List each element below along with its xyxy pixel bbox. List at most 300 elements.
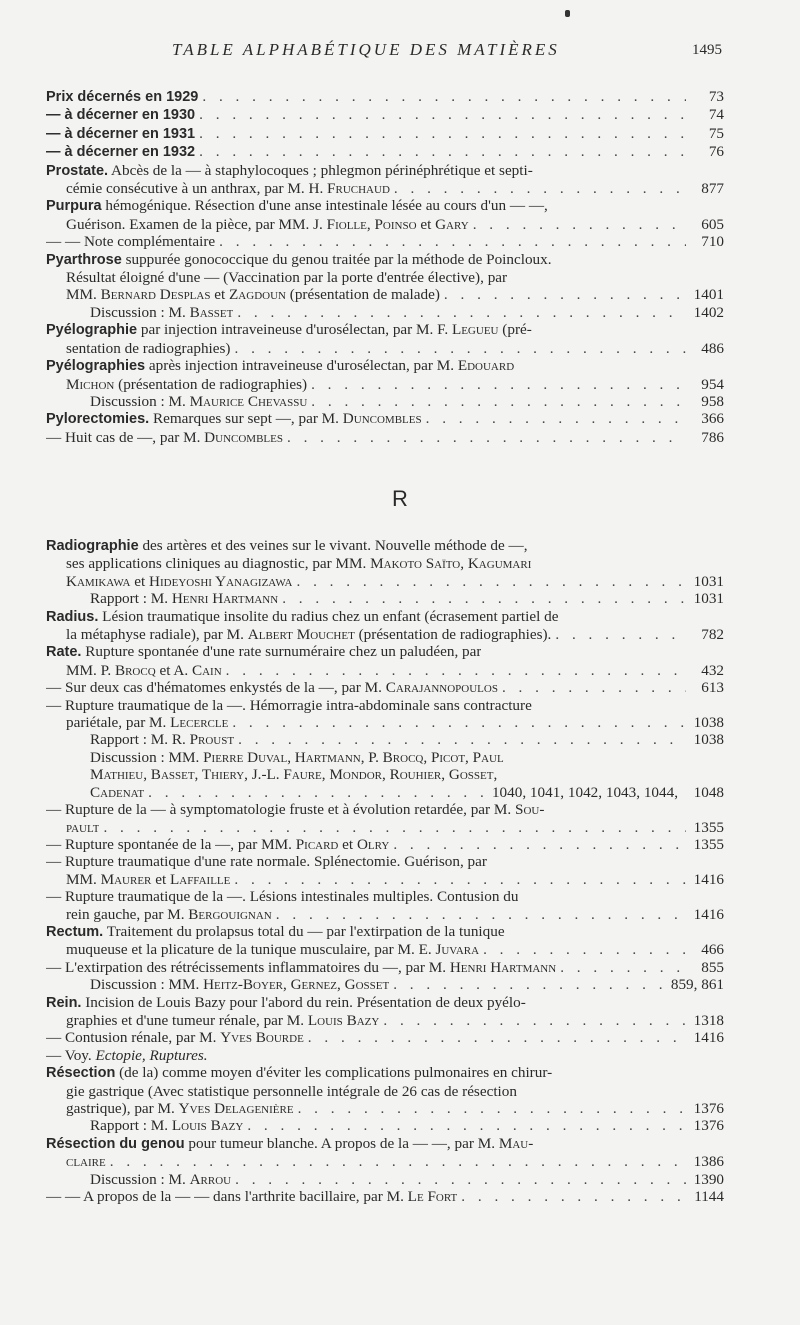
page-reference: 486 <box>701 339 724 357</box>
index-line-text <box>66 216 469 233</box>
page-number: 1495 <box>692 42 722 58</box>
index-headword: Résection du genou <box>46 1135 185 1152</box>
index-line-text <box>90 731 234 748</box>
index-line-text <box>90 976 389 993</box>
index-text: Makoto Saïto <box>370 555 461 573</box>
index-line <box>46 784 724 801</box>
index-line-text <box>46 429 283 446</box>
index-text: (pré- <box>498 321 532 339</box>
index-line <box>46 888 724 905</box>
index-line <box>46 731 724 748</box>
index-text: Remarques sur sept —, par M. <box>149 410 343 428</box>
page-reference: 1355 <box>693 818 724 836</box>
index-line-text <box>46 853 487 870</box>
index-line-text <box>46 994 526 1012</box>
index-text: Henri Hartmann <box>171 590 279 608</box>
index-text: — Voy. <box>46 1046 96 1064</box>
index-line <box>46 626 724 643</box>
index-line <box>46 766 724 783</box>
page-reference: 1376 <box>693 1100 724 1117</box>
page-reference: 73 <box>708 88 724 105</box>
index-line-text <box>90 590 278 607</box>
index-line <box>46 393 724 410</box>
index-text: et <box>130 572 150 590</box>
page-reference: 1416 <box>693 905 724 923</box>
index-line <box>46 180 724 197</box>
index-line <box>46 1188 724 1205</box>
index-line-text <box>46 197 548 215</box>
index-line <box>46 269 724 286</box>
index-line <box>46 1029 724 1046</box>
index-line <box>46 749 724 766</box>
index-line-text <box>90 1117 243 1134</box>
index-text: après injection intraveineuse d'urosélectan, par M. <box>145 357 458 375</box>
index-line <box>46 143 724 161</box>
index-line <box>46 573 724 590</box>
index-line <box>46 1135 724 1153</box>
index-text: Pierre Duval, Hartmann, P. Brocq, Picot, Paul <box>203 748 504 766</box>
index-line-text <box>66 906 272 923</box>
index-line-text <box>90 1171 231 1188</box>
index-headword: Pylorectomies. <box>46 411 150 428</box>
index-text: Yves Bourde <box>220 1029 304 1047</box>
page-reference: 954 <box>701 375 724 393</box>
index-text: — — Note complémentaire <box>46 233 216 251</box>
index-text: Cadenat <box>90 783 145 801</box>
index-text: Discussion : M. <box>90 303 190 321</box>
index-text: muqueuse et la plicature de la tunique musculaire, par M. E. <box>66 941 436 959</box>
leader-dots <box>103 819 686 836</box>
index-line <box>46 251 724 269</box>
index-text: Zagdoun <box>229 286 286 304</box>
index-line-text <box>46 251 552 269</box>
index-text: Olry <box>356 835 390 853</box>
index-line-text <box>66 819 99 836</box>
page-reference: 1038 <box>693 731 724 749</box>
section-letter: R <box>392 486 408 511</box>
index-line <box>46 976 724 993</box>
index-text: Mathieu, Basset, Thiery, J.-L. Faure, Mondor, Rouhier, Gosset, <box>90 766 498 784</box>
index-line-text <box>46 143 195 161</box>
leader-dots <box>502 679 686 696</box>
index-line-text <box>46 321 532 339</box>
index-line <box>46 1083 724 1100</box>
leader-dots <box>234 871 686 888</box>
index-text: Kagumari <box>467 555 532 573</box>
index-text: Résultat éloigné d'une — (Vaccination par la porte d'entrée élective), par <box>66 269 508 287</box>
index-line-text <box>46 1135 533 1153</box>
index-text: Discussion : M. <box>90 392 190 410</box>
leader-dots <box>199 125 686 142</box>
index-text: hémogénique. Résection d'une anse intestinale lésée au cours d'un — —, <box>101 197 548 215</box>
index-text: — Rupture de la — à symptomatologie fruste et à évolution retardée, par M. <box>46 801 515 819</box>
index-text: MM. <box>66 870 101 888</box>
index-line <box>46 819 724 836</box>
leader-dots <box>393 976 667 993</box>
index-line <box>46 233 724 250</box>
page-reference: 859, 861 <box>670 976 724 994</box>
index-line-text <box>66 286 440 303</box>
index-line <box>46 216 724 233</box>
index-line-text <box>46 923 505 941</box>
index-text: Rapport : M. R. <box>90 731 190 749</box>
leader-dots <box>287 429 686 446</box>
index-text: la métaphyse radiale), par M. <box>66 626 248 644</box>
index-line-text <box>46 357 514 375</box>
page-reference: 605 <box>701 215 724 233</box>
index-line <box>46 643 724 661</box>
index-text: Kamikawa <box>66 572 131 590</box>
page-reference: 466 <box>701 941 724 959</box>
index-line <box>46 429 724 446</box>
page-reference: 1416 <box>693 1029 724 1047</box>
page-reference: 1376 <box>693 1117 724 1135</box>
index-line <box>46 376 724 393</box>
index-line-text <box>66 714 228 731</box>
index-line-text <box>46 1188 457 1205</box>
index-headword: Prostate. <box>46 162 109 179</box>
index-text: Edouard <box>457 357 515 375</box>
leader-dots <box>247 1117 686 1134</box>
index-text: par injection intraveineuse d'urosélectan, par M. F. <box>137 321 452 339</box>
index-headword: Rate. <box>46 644 82 661</box>
leader-dots <box>461 1188 686 1205</box>
index-line <box>46 923 724 941</box>
index-line-text <box>46 233 215 250</box>
index-text: Lésion traumatique insolite du radius chez un enfant (écrasement partiel de <box>98 607 559 625</box>
leader-dots <box>199 106 686 123</box>
page-reference: 1401 <box>693 286 724 304</box>
index-line <box>46 88 724 106</box>
leader-dots <box>226 662 686 679</box>
index-text: rein gauche, par M. <box>66 905 189 923</box>
index-text: Lecercle <box>170 714 229 732</box>
index-line <box>46 555 724 572</box>
index-line <box>46 959 724 976</box>
index-text: Louis Bazy <box>307 1011 380 1029</box>
index-line <box>46 697 724 714</box>
index-text: Maurer <box>100 870 152 888</box>
index-line <box>46 871 724 888</box>
index-headword: Rectum. <box>46 923 104 940</box>
leader-dots <box>232 714 686 731</box>
index-line <box>46 1100 724 1117</box>
index-text: cémie consécutive à un anthrax, par M. H. <box>66 180 328 198</box>
index-headword: Pyarthrose <box>46 251 122 268</box>
index-text: sentation de radiographies) <box>66 339 231 357</box>
index-text: Gosset <box>344 976 390 994</box>
page-reference: 1390 <box>693 1170 724 1188</box>
page-reference: 958 <box>701 392 724 410</box>
index-line-text <box>46 643 481 661</box>
index-line-text <box>46 697 532 714</box>
leader-dots <box>296 573 686 590</box>
page-reference: 1144 <box>694 1188 724 1206</box>
index-headword: Radius. <box>46 608 99 625</box>
index-line-text <box>66 662 222 679</box>
index-line <box>46 853 724 870</box>
index-text: Discussion : MM. <box>90 748 204 766</box>
leader-dots <box>444 286 686 303</box>
index-section-r <box>46 537 724 1205</box>
index-text: Discussion : MM. <box>90 976 204 994</box>
page-reference: 1038 <box>693 714 724 732</box>
index-line-text <box>90 784 144 801</box>
index-text: Gary <box>435 215 469 233</box>
index-text: — L'extirpation des rétrécissements inflammatoires du —, par M. <box>46 958 450 976</box>
index-text: Laffaille <box>169 870 231 888</box>
leader-dots <box>311 376 686 393</box>
index-text: Sou- <box>515 801 545 819</box>
index-text: Yves Delagenière <box>178 1100 294 1117</box>
index-line-text <box>90 393 307 410</box>
leader-dots <box>560 959 686 976</box>
leader-dots <box>148 784 488 801</box>
index-headword: Purpura <box>46 198 102 215</box>
page-reference: 855 <box>701 958 724 976</box>
leader-dots <box>235 1171 686 1188</box>
index-text: gie gastrique (Avec statistique personnelle intégrale de 26 cas de résection <box>66 1082 517 1100</box>
leader-dots <box>276 906 686 923</box>
index-text: Incision de Louis Bazy pour l'abord du rein. Présentation de deux pyélo- <box>81 993 526 1011</box>
index-line-text <box>66 1100 294 1117</box>
index-text: Traitement du prolapsus total du — par l'extirpation de la tunique <box>103 922 505 940</box>
index-text: Heitz-Boyer <box>203 976 283 994</box>
page-reference: 1048 <box>693 783 724 801</box>
index-line <box>46 1064 724 1082</box>
index-line-text <box>66 871 230 888</box>
leader-dots <box>234 340 686 357</box>
index-text: Bernard Desplas <box>100 286 211 304</box>
index-line <box>46 906 724 923</box>
index-line <box>46 714 724 731</box>
index-text: Proust <box>189 731 235 749</box>
index-line <box>46 357 724 375</box>
index-line <box>46 608 724 626</box>
index-text: Le Fort <box>407 1188 458 1206</box>
leader-dots <box>555 626 686 643</box>
index-text: — — A propos de la — — dans l'arthrite bacillaire, par M. <box>46 1188 408 1206</box>
index-text: (présentation de malade) <box>285 286 440 304</box>
leader-dots <box>473 216 686 233</box>
leader-dots <box>237 304 686 321</box>
print-mark <box>565 10 570 17</box>
index-text: Hideyoshi Yanagizawa <box>149 572 293 590</box>
index-text: Maurice Chevassu <box>189 392 308 410</box>
index-headword: — à décerner en 1931 <box>46 125 196 142</box>
index-text: , <box>337 976 345 994</box>
leader-dots <box>202 88 686 105</box>
index-line-text <box>46 1029 304 1046</box>
leader-dots <box>308 1029 686 1046</box>
index-line-text <box>66 1012 379 1029</box>
index-line-text <box>46 106 195 124</box>
index-line <box>46 304 724 321</box>
index-line <box>46 1047 724 1064</box>
index-text: (présentation de radiographies) <box>114 375 308 393</box>
leader-dots <box>282 590 686 607</box>
leader-dots <box>393 836 686 853</box>
index-text: claire <box>66 1153 106 1171</box>
page-reference: 75 <box>708 124 724 142</box>
index-text: , <box>283 976 291 994</box>
page-reference: 613 <box>701 679 724 697</box>
index-line <box>46 941 724 958</box>
index-text: Louis Bazy <box>171 1117 244 1135</box>
index-text: (de la) comme moyen d'éviter les complications pulmonaires en chirur- <box>115 1064 553 1082</box>
leader-dots <box>110 1153 686 1170</box>
index-line <box>46 321 724 339</box>
index-text: Legueu <box>451 321 499 339</box>
index-text: — Rupture traumatique d'une rate normale. Splénectomie. Guérison, par <box>46 853 487 871</box>
index-text: suppurée gonococcique du genou traitée par la méthode de Poincloux. <box>121 250 552 268</box>
index-line-text <box>66 1083 517 1100</box>
index-text: gastrique), par M. <box>66 1100 179 1117</box>
index-headword: Radiographie <box>46 538 139 554</box>
page-reference: 1386 <box>693 1153 724 1171</box>
index-line <box>46 125 724 143</box>
index-text: Mau- <box>498 1134 534 1152</box>
index-text: Picard <box>295 835 339 853</box>
index-line <box>46 1012 724 1029</box>
index-line <box>46 801 724 818</box>
index-line-text <box>46 679 498 696</box>
leader-dots <box>298 1100 686 1117</box>
index-line-text <box>46 959 556 976</box>
running-title: TABLE ALPHABÉTIQUE DES MATIÈRES <box>172 40 560 59</box>
page-reference: 1031 <box>693 590 724 608</box>
index-text: Basset <box>189 303 234 321</box>
index-text: Cain <box>191 661 222 679</box>
index-text: — Huit cas de —, par M. <box>46 428 205 446</box>
index-line-text <box>66 555 531 572</box>
index-text: , <box>366 215 375 233</box>
index-text: Poinso <box>374 215 417 233</box>
index-text: Bergouignan <box>188 905 272 923</box>
index-headword: Rein. <box>46 994 82 1011</box>
index-text: Duncombles <box>342 410 422 428</box>
index-text: — Sur deux cas d'hématomes enkystés de la —, par M. <box>46 679 386 697</box>
index-line <box>46 162 724 180</box>
index-line-text <box>46 125 195 143</box>
page-reference: 782 <box>701 626 724 644</box>
index-line-text <box>66 1153 106 1170</box>
index-text: Carajannopoulos <box>385 679 498 697</box>
index-text: Abcès de la — à staphylocoques ; phlegmon périnéphrétique et septi- <box>108 161 533 179</box>
index-line <box>46 836 724 853</box>
index-line-text <box>66 941 479 958</box>
index-text: Arrou <box>189 1170 232 1188</box>
index-text: pour tumeur blanche. A propos de la — —, par M. <box>184 1134 499 1152</box>
running-header <box>0 40 800 64</box>
index-text: pault <box>66 818 100 836</box>
index-headword: Pyélographie <box>46 322 138 339</box>
page-reference: 366 <box>701 410 724 428</box>
index-text: Discussion : M. <box>90 1170 190 1188</box>
leader-dots <box>311 393 686 410</box>
index-text: Guérison. Examen de la pièce, par MM. J. <box>66 215 327 233</box>
page-reference: 1031 <box>693 572 724 590</box>
leader-dots <box>383 1012 686 1029</box>
index-line-text <box>66 340 230 357</box>
index-text: Ectopie, Ruptures. <box>95 1046 208 1064</box>
index-text: des artères et des veines sur le vivant. Nouvelle méthode de —, <box>138 537 528 554</box>
index-line-text <box>46 1064 552 1082</box>
index-line-text <box>46 836 389 853</box>
index-line <box>46 537 724 555</box>
index-text: et <box>151 870 170 888</box>
index-text: — Rupture traumatique de la —. Lésions intestinales multiples. Contusion du <box>46 888 519 906</box>
index-line-text <box>46 88 198 106</box>
page-reference: 877 <box>701 180 724 198</box>
index-line <box>46 106 724 124</box>
page-reference: 432 <box>701 661 724 679</box>
index-text: (présentation de radiographies). <box>354 626 552 644</box>
index-text: Albert Mouchet <box>247 626 355 644</box>
index-line-text <box>90 749 504 766</box>
index-text: MM. <box>66 286 101 304</box>
index-line-text <box>46 537 528 555</box>
index-text: et <box>416 215 436 233</box>
index-text: Juvara <box>435 941 480 959</box>
page-reference: 786 <box>701 428 724 446</box>
leader-dots <box>483 941 686 958</box>
index-section-p <box>46 88 724 446</box>
index-line-text <box>90 766 497 783</box>
leader-dots <box>219 233 686 250</box>
index-text: Michon <box>66 375 115 393</box>
index-line <box>46 286 724 303</box>
index-line <box>46 1153 724 1170</box>
page-reference: 1416 <box>693 870 724 888</box>
page-reference: 76 <box>708 143 724 161</box>
index-text: Rapport : M. <box>90 590 172 608</box>
index-line <box>46 679 724 696</box>
index-text: — Rupture spontanée de la —, par MM. <box>46 835 296 853</box>
index-line-text <box>66 573 292 590</box>
index-text: Henri Hartmann <box>449 958 557 976</box>
index-line-text <box>46 1047 208 1064</box>
index-headword: Pyélographies <box>46 358 146 375</box>
index-text: et <box>210 286 230 304</box>
index-text: graphies et d'une tumeur rénale, par M. <box>66 1011 308 1029</box>
index-text: Gernez <box>290 976 338 994</box>
index-headword: — à décerner en 1930 <box>46 107 196 124</box>
index-text: Fiolle <box>326 215 367 233</box>
page-reference: 1402 <box>693 303 724 321</box>
index-text: Duncombles <box>204 428 283 446</box>
index-line <box>46 994 724 1012</box>
page-reference-list: 1040, 1041, 1042, 1043, 1044, <box>491 783 678 801</box>
index-line <box>46 410 724 428</box>
index-line-text <box>46 162 533 180</box>
index-text: Fruchaud <box>327 180 390 198</box>
index-line-text <box>66 269 507 286</box>
leader-dots <box>426 410 686 427</box>
index-text: Rupture spontanée d'une rate surnuméraire chez un paludéen, par <box>81 643 482 661</box>
index-line <box>46 1171 724 1188</box>
index-text: MM. P. <box>66 661 115 679</box>
index-line <box>46 197 724 215</box>
index-line <box>46 1117 724 1134</box>
index-headword: Prix décernés en 1929 <box>46 89 199 105</box>
page-reference: 710 <box>701 233 724 251</box>
index-text: pariétale, par M. <box>66 714 171 732</box>
index-line <box>46 662 724 679</box>
index-line-text <box>46 608 558 626</box>
index-headword: — à décerner en 1932 <box>46 144 196 161</box>
page-reference: 1318 <box>693 1011 724 1029</box>
